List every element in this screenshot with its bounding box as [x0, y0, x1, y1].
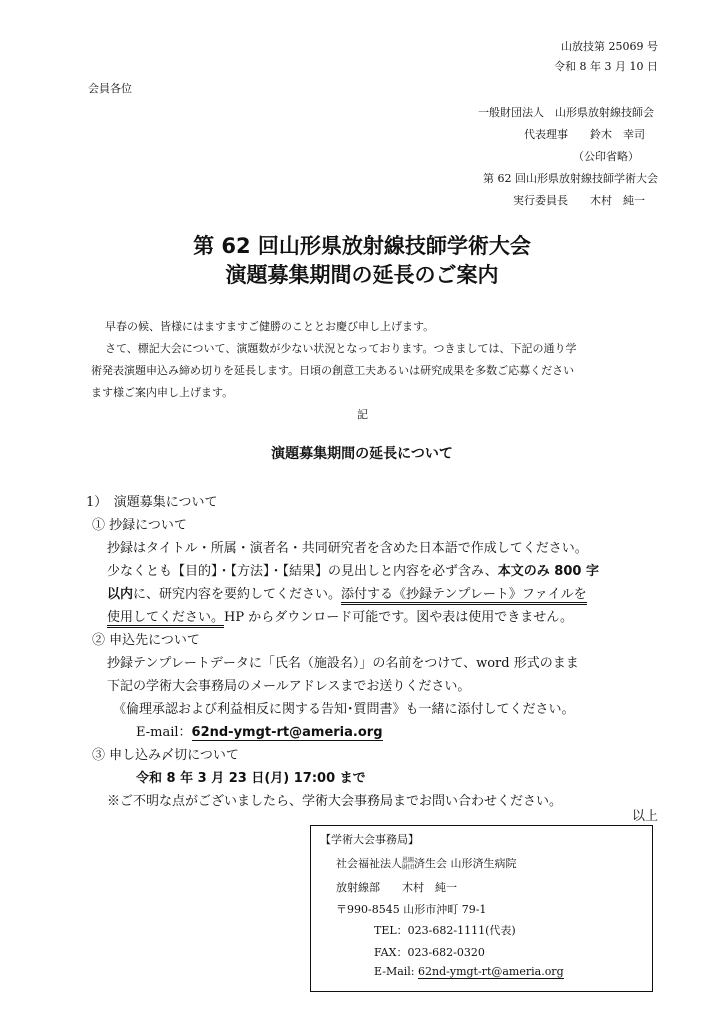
abstract-line-2-text: 少なくとも【目的】・【方法】・【結果】の見出しと内容を必ず含み、 — [107, 564, 498, 579]
contact-email-link[interactable]: 62nd-ymgt-rt@ameria.org — [418, 965, 564, 978]
greeting-line-3: 術発表演題申込み締め切りを延長します。日頃の創意工夫あるいは研究成果を多数ご応募ください — [91, 364, 575, 377]
greeting-line-4: ます様ご案内申し上げます。 — [91, 386, 234, 399]
recipients: 会員各位 — [88, 82, 132, 95]
document-number: 山放技第 25069 号 — [561, 40, 658, 53]
contact-department: 放射線部 木村 純一 — [336, 881, 457, 894]
ki-mark: 記 — [357, 408, 368, 421]
submission-line-1: 抄録テンプレートデータに「氏名（施設名）」の名前をつけて、word 形式のまま — [107, 656, 579, 671]
abstract-line-4-text: HP からダウンロード可能です。図や表は使用できません。 — [224, 610, 573, 625]
sub-2-heading: ② 申込先について — [92, 633, 200, 648]
abstract-line-2 — [107, 560, 599, 579]
sender-conference: 第 62 回山形県放射線技師学術大会 — [483, 172, 658, 185]
abstract-line-3 — [107, 583, 587, 602]
submission-email — [136, 721, 383, 740]
contact-org-prefix: 社会福祉法人 — [336, 857, 402, 870]
item-1-heading: 1） 演題募集について — [86, 495, 218, 510]
inquiry-note: ※ご不明な点がございましたら、学術大会事務局までお問い合わせください。 — [107, 794, 563, 809]
contact-organization — [336, 855, 517, 871]
page-subtitle: 演題募集期間の延長のご案内 — [225, 263, 499, 287]
contact-heading: 【学術大会事務局】 — [320, 833, 419, 846]
sender-org: 一般財団法人 山形県放射線技師会 — [478, 106, 654, 119]
contact-tel: TEL：023-682-1111(代表) — [374, 924, 516, 937]
word-limit: 本文のみ 800 字 — [497, 564, 599, 579]
contact-email — [374, 965, 564, 978]
word-limit-suffix: 以内 — [107, 587, 134, 602]
sender-committee-chair: 実行委員長 木村 純一 — [513, 194, 645, 207]
abstract-line-4 — [107, 606, 573, 625]
submission-line-2: 下記の学術大会事務局のメールアドレスまでお送りください。 — [107, 679, 471, 694]
submission-line-3: 《倫理承認および利益相反に関する告知･質問書》も一緒に添付してください。 — [113, 702, 575, 717]
abstract-line-1: 抄録はタイトル・所属・演者名・共同研究者を含めた日本語で作成してください。 — [107, 541, 588, 556]
contact-email-label: E-Mail: — [374, 965, 419, 978]
page-title: 第 62 回山形県放射線技師学術大会 — [193, 234, 531, 258]
template-notice: 添付する《抄録テンプレート》ファイルを — [341, 587, 587, 605]
deadline: 令和 8 年 3 月 23 日(月) 17:00 まで — [136, 771, 366, 786]
document-date: 令和 8 年 3 月 10 日 — [554, 60, 658, 73]
seal-note: （公印省略） — [573, 150, 639, 163]
greeting-line-2: さて、標記大会について、演題数が少ない状況となっております。つきましては、下記の通り学 — [105, 342, 577, 355]
email-label: E-mail： — [136, 725, 192, 740]
email-link[interactable]: 62nd-ymgt-rt@ameria.org — [191, 725, 383, 740]
closing-mark: 以上 — [631, 809, 658, 824]
contact-fax: FAX：023-682-0320 — [374, 946, 485, 959]
contact-org-name: 済生会 山形済生病院 — [414, 857, 517, 870]
greeting-line-1: 早春の候、皆様にはますますご健勝のこととお慶び申し上げます。 — [105, 320, 435, 333]
sub-1-heading: ① 抄録について — [92, 518, 187, 533]
onshi-zaidan-small: 恩賜財団 — [402, 857, 415, 871]
contact-address: 〒990-8545 山形市沖町 79-1 — [336, 903, 487, 916]
section-title: 演題募集期間の延長について — [271, 446, 453, 462]
template-notice-cont: 使用してください。 — [107, 610, 224, 628]
sender-representative: 代表理事 鈴木 幸司 — [524, 128, 645, 141]
sub-3-heading: ③ 申し込み〆切について — [92, 748, 239, 763]
abstract-line-3-text: に、研究内容を要約してください。 — [133, 587, 342, 602]
